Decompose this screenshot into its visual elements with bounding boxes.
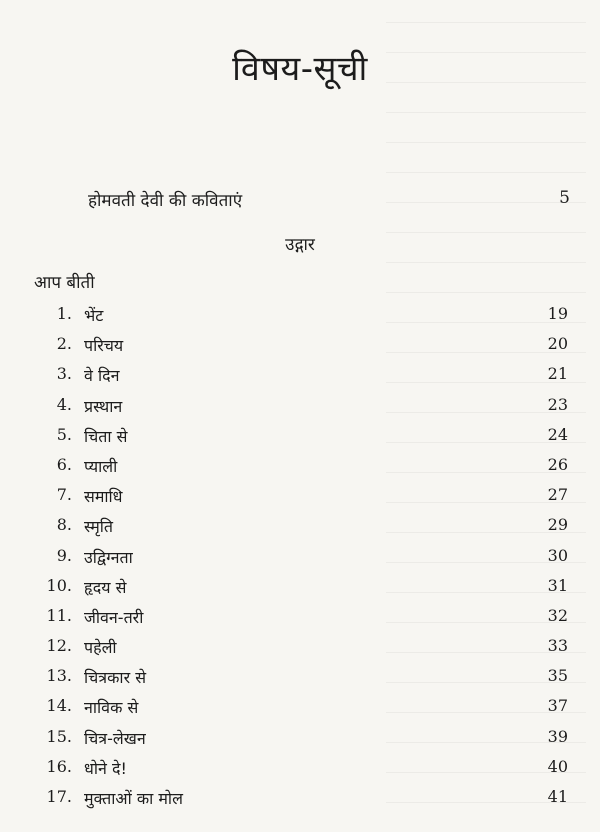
entry-page: 26 <box>547 454 568 474</box>
entry-page: 30 <box>547 545 568 565</box>
toc-entry[interactable] <box>0 364 600 394</box>
entry-title: स्मृति <box>84 517 114 537</box>
entry-page: 21 <box>547 364 568 384</box>
page-title: विषय-सूची <box>232 49 368 89</box>
entry-number: 8. <box>56 515 72 535</box>
entry-number: 1. <box>56 304 72 323</box>
entry-title: धोने दे! <box>84 758 127 778</box>
entry-page: 41 <box>547 787 568 806</box>
entry-number: 5. <box>56 424 72 444</box>
entry-page: 32 <box>547 605 568 625</box>
entry-number: 13. <box>46 666 72 686</box>
entry-page: 29 <box>547 515 568 535</box>
toc-entry[interactable] <box>0 727 600 757</box>
entry-number: 15. <box>46 726 72 746</box>
toc-entry[interactable] <box>0 546 600 576</box>
entry-page: 40 <box>547 756 568 776</box>
entry-page: 33 <box>547 636 568 656</box>
entry-title: प्रस्थान <box>84 396 123 416</box>
entry-page: 37 <box>547 696 568 716</box>
toc-entry[interactable] <box>0 425 600 455</box>
entry-page: 23 <box>547 394 568 414</box>
toc-entry[interactable] <box>0 636 600 666</box>
entry-page: 19 <box>547 304 568 323</box>
entry-title: हृदय से <box>84 577 127 597</box>
toc-entry[interactable] <box>0 334 600 364</box>
entry-title: वे दिन <box>84 366 120 386</box>
entry-page: 20 <box>547 334 568 354</box>
toc-entry[interactable] <box>0 455 600 485</box>
toc-entry[interactable] <box>0 696 600 726</box>
intro-entry-page: 5 <box>559 188 570 208</box>
entry-number: 9. <box>56 545 72 565</box>
toc-entry[interactable] <box>0 666 600 696</box>
entry-number: 6. <box>56 454 72 474</box>
entry-title: चित्रकार से <box>84 668 147 688</box>
entry-title: चिता से <box>84 426 128 446</box>
entry-number: 11. <box>46 605 72 625</box>
toc-entry[interactable] <box>0 395 600 425</box>
entry-page: 27 <box>547 485 568 505</box>
entry-page: 24 <box>547 424 568 444</box>
entry-page: 35 <box>547 666 568 686</box>
entry-title: जीवन-तरी <box>84 607 144 627</box>
entry-title: समाधि <box>84 487 123 507</box>
entry-number: 7. <box>56 485 72 505</box>
intro-entry-label: होमवती देवी की कविताएं <box>88 191 243 211</box>
entry-title: परिचय <box>84 336 124 356</box>
intro-entry[interactable] <box>88 188 570 211</box>
entry-number: 3. <box>56 364 72 384</box>
entry-title: भेंट <box>84 306 104 325</box>
toc-entry[interactable] <box>0 757 600 787</box>
entry-number: 14. <box>46 696 72 716</box>
entry-title: नाविक से <box>84 698 139 718</box>
toc-entry[interactable] <box>0 304 600 334</box>
entry-title: उद्विग्नता <box>84 547 133 567</box>
entry-number: 16. <box>46 756 72 776</box>
entry-number: 10. <box>46 575 72 595</box>
toc-entry[interactable] <box>0 606 600 636</box>
entry-title: पहेली <box>84 638 117 658</box>
entry-number: 17. <box>46 787 72 806</box>
subsection-heading: आप बीती <box>34 273 95 293</box>
toc-entry[interactable] <box>0 576 600 606</box>
section-heading: उद्गार <box>285 235 315 255</box>
toc-entry[interactable] <box>0 515 600 545</box>
entry-page: 31 <box>547 575 568 595</box>
entry-title: प्याली <box>84 456 118 476</box>
toc-entry[interactable] <box>0 787 600 817</box>
entry-number: 4. <box>56 394 72 414</box>
entry-title: चित्र-लेखन <box>84 728 146 748</box>
toc-list <box>0 304 600 817</box>
entry-title: मुक्ताओं का मोल <box>84 789 183 808</box>
entry-number: 12. <box>46 636 72 656</box>
entry-number: 2. <box>56 334 72 354</box>
entry-page: 39 <box>547 726 568 746</box>
toc-entry[interactable] <box>0 485 600 515</box>
